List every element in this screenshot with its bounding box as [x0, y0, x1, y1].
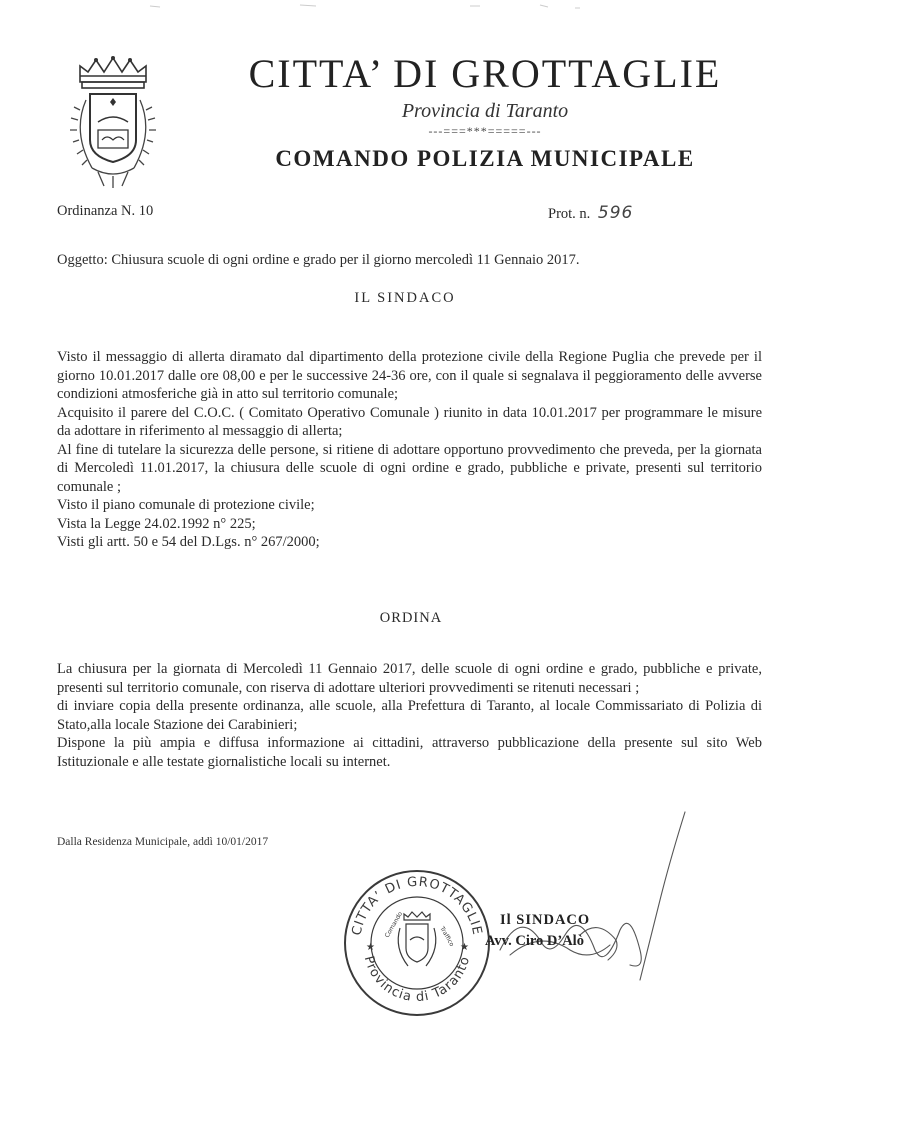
premises-section [57, 348, 762, 552]
premise-paragraph: Visto il piano comunale di protezione civile; [57, 497, 315, 513]
mayor-heading: IL SINDACO [354, 290, 456, 306]
svg-text:Comando: Comando [383, 910, 405, 939]
signer-name: Avv. Ciro D’Alò [485, 933, 584, 949]
province-subtitle: Provincia di Taranto [401, 100, 569, 122]
subject-line: Oggetto: Chiusura scuole di ogni ordine e grado per il giorno mercoledì 11 Gennaio 2017. [57, 252, 580, 268]
orders-section [57, 660, 762, 771]
premise-paragraph: Al fine di tutelare la sicurezza delle persone, si ritiene di adottare opportuno provvedimento che preveda, per la giornata di Mercoledì 11.01.2017, la chiusura delle scuole di ogni ordine e grado, pubbliche e private, presenti sul territorio comunale ; [57, 441, 762, 495]
premise-paragraph: Vista la Legge 24.02.1992 n° 225; [57, 515, 256, 532]
command-heading: COMANDO POLIZIA MUNICIPALE [275, 146, 695, 171]
svg-text:★: ★ [460, 942, 469, 953]
order-paragraph: di inviare copia della presente ordinanza, alle scuole, alla Prefettura di Taranto, al locale Commissariato di Polizia di Stato,alla locale Stazione dei Carabinieri; [57, 698, 762, 733]
handwritten-signature [480, 800, 700, 1000]
order-paragraph: Dispone la più ampia e diffusa informazione ai cittadini, attraverso pubblicazione della presente sul sito Web Istituzionale e alle testate giornalistiche locali su internet. [57, 735, 762, 770]
protocol-handwritten-value: 596 [597, 203, 634, 223]
ordina-heading: ORDINA [379, 610, 443, 626]
place-date-line: Dalla Residenza Municipale, addì 10/01/2017 [57, 836, 269, 848]
premise-paragraph: Acquisito il parere del C.O.C. ( Comitato Operativo Comunale ) riunito in data 10.01.2017 per programmare le misure da adottare in riferimento al messaggio di allerta; [57, 404, 762, 439]
svg-text:★: ★ [366, 942, 375, 953]
ordinance-number: Ordinanza N. 10 [57, 203, 154, 219]
signer-title: Il SINDACO [500, 912, 591, 928]
scan-artifact [0, 0, 922, 20]
svg-text:Traffico: Traffico [438, 925, 456, 948]
svg-text:CITTA’ DI GROTTAGLIE: CITTA’ DI GROTTAGLIE [349, 874, 485, 937]
protocol-number [548, 203, 633, 223]
order-paragraph: La chiusura per la giornata di Mercoledì 11 Gennaio 2017, delle scuole di ogni ordine e grado, pubbliche e private, presenti sul territorio comunale, con riserva di adottare ulteriori provvedimenti se ritenuti necessari ; [57, 661, 762, 696]
premise-paragraph: Visto il messaggio di allerta diramato dal dipartimento della protezione civile della Regione Puglia che prevede per il giorno 10.01.2017 dalle ore 08,00 e per le successive 24-36 ore, con il quale si segnalava il peggioramento delle avverse condizioni atmosferiche già in atto sul territorio comunale; [57, 349, 762, 402]
premise-paragraph: Visti gli artt. 50 e 54 del D.Lgs. n° 267/2000; [57, 534, 320, 550]
protocol-label: Prot. n. [548, 206, 591, 222]
svg-text:Provincia di Taranto: Provincia di Taranto [360, 954, 474, 1006]
ornament-divider: ---===***=====--- [428, 124, 542, 138]
city-title: CITTA’ DI GROTTAGLIE [248, 51, 722, 96]
municipal-stamp [342, 868, 492, 1018]
city-crest-icon [58, 52, 168, 192]
